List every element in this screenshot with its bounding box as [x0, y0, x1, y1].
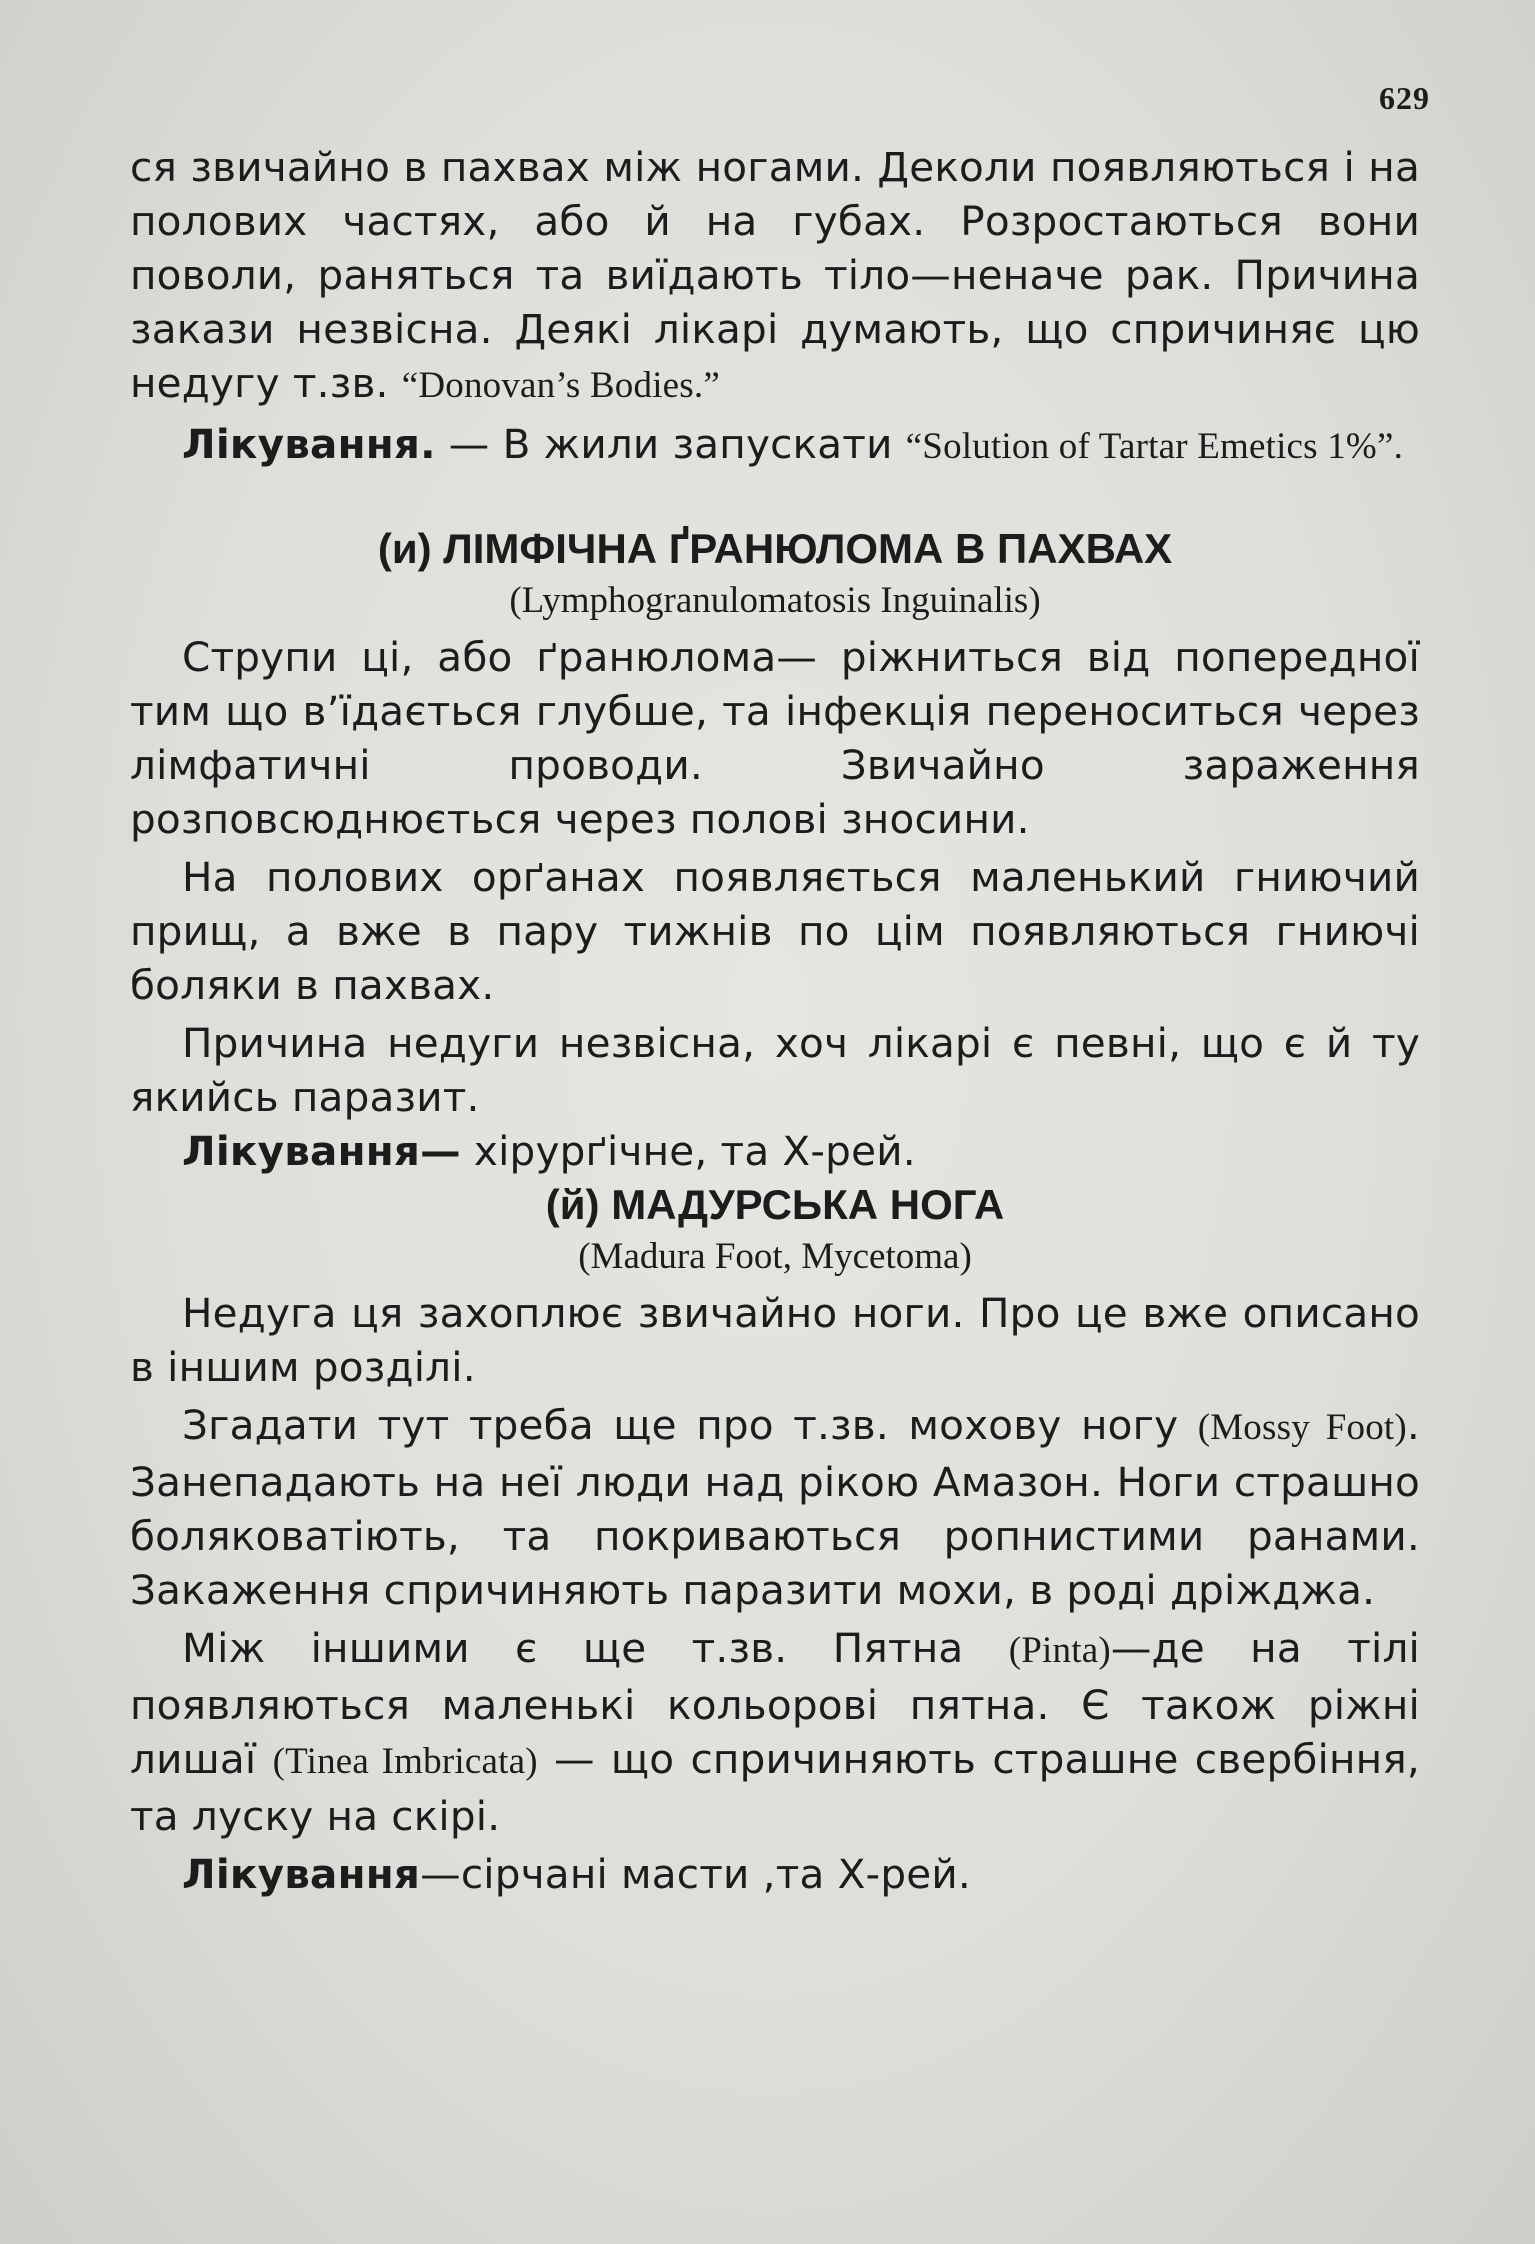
- latin-term: (Pinta): [1008, 1630, 1111, 1671]
- latin-term: (Tinea Imbricata): [272, 1741, 538, 1782]
- page-content: [130, 140, 1420, 1901]
- section-title-j: (й) МАДУРСЬКА НОГА: [545, 1181, 1005, 1228]
- treatment-label: Лікування: [182, 1850, 421, 1898]
- section-i-treatment: Лікування— хірурґічне, та Х-рей.: [182, 1127, 916, 1175]
- section-j-paragraph-1: Недуга ця захоплює звичайно ноги. Про це вже описано в іншим розділі.: [130, 1289, 1420, 1391]
- section-j-paragraph-2: Згадати тут треба ще про т.зв. мохову ногу (Mossy Foot). Занепадають на неї люди над рікою Амазон. Ноги страшно боляковатіють, та покриваються ропнистими ранами. Закаження спричиняють паразити мохи, в роді дріжджа.: [130, 1401, 1420, 1614]
- section-j-paragraph-3: Між іншими є ще т.зв. Пятна (Pinta)—де на тілі появляються маленькі кольорові пятна. Є також ріжні лишаї (Tinea Imbricata) — що спричиняють страшне свербіння, та луску на скірі.: [130, 1624, 1420, 1840]
- latin-term: (Mossy Foot): [1197, 1407, 1407, 1448]
- treatment-label: Лікування.: [182, 420, 436, 468]
- section-subtitle-j: (Madura Foot, Mycetoma): [578, 1236, 972, 1277]
- section-j-treatment: Лікування—сірчані масти ,та Х-рей.: [182, 1850, 971, 1898]
- treatment-label: Лікування—: [182, 1127, 461, 1175]
- page-number: 629: [1379, 80, 1430, 116]
- treatment-latin: “Solution of Tartar Emetics 1%”.: [905, 426, 1404, 467]
- section-title-i: (и) ЛІМФІЧНА ҐРАНЮЛОМА В ПАХВАХ: [377, 525, 1173, 572]
- section-i-paragraph-3: Причина недуги незвісна, хоч лікарі є певні, що є й ту якийсь паразит.: [130, 1019, 1420, 1121]
- intro-paragraph: ся звичайно в пахвах між ногами. Деколи появляються і на полових частях, або й на губах. Розростаються вони поволи, раняться та виїдають тіло—неначе рак. Причина закази незвісна. Деякі лікарі думають, що спричиняє цю недугу т.зв. “Donovan’s Bodies.”: [130, 143, 1420, 407]
- section-i-paragraph-1: Струпи ці, або ґранюлома— ріжниться від попередної тим що в’їдається глубше, та інфекція переноситься через лімфатичні проводи. Звичайно зараження розповсюднюється через полові зносини.: [130, 633, 1420, 843]
- section-subtitle-i: (Lymphogranulomatosis Inguinalis): [509, 580, 1041, 621]
- intro-treatment: Лікування. — В жили запускати “Solution of Tartar Emetics 1%”.: [182, 420, 1404, 468]
- intro-latin-term: “Donovan’s Bodies.”: [401, 365, 720, 406]
- section-i-paragraph-2: На полових орґанах появляється маленький гниючий прищ, а вже в пару тижнів по цім появляються гниючі боляки в пахвах.: [130, 853, 1420, 1009]
